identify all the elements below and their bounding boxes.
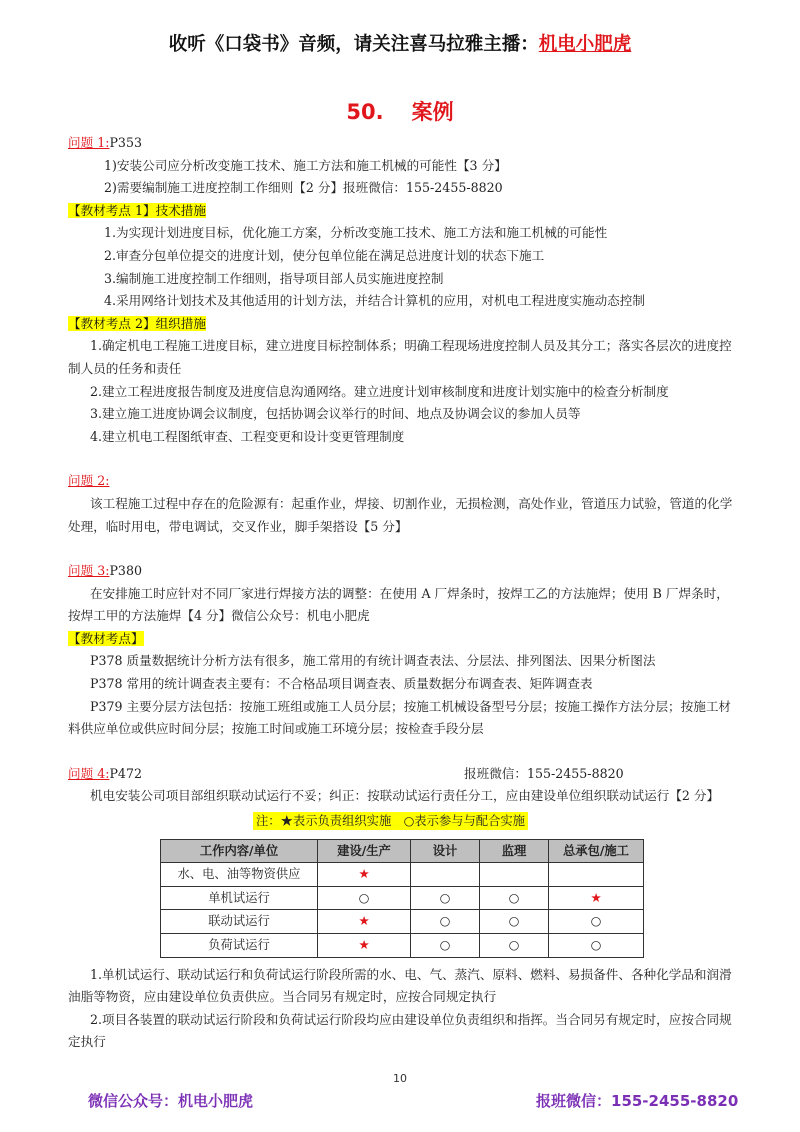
table-note [253, 812, 528, 830]
footer-wechat: 微信公众号：机电小肥虎 [88, 1092, 254, 1110]
q4-label: 问题 4: [68, 765, 110, 781]
kp1-item: 1.为实现计划进度目标，优化施工方案，分析改变施工技术、施工方法和施工机械的可能性 [104, 225, 608, 241]
q1-answer-2: 2)需要编制施工进度控制工作细则【2 分】报班微信：155-2455-8820 [104, 180, 503, 196]
header-text: 收听《口袋书》音频，请关注喜马拉雅主播： [168, 34, 539, 55]
table-cell: ○ [318, 886, 411, 910]
q3-answer: 在安排施工时应针对不同厂家进行焊接方法的调整：在使用 A 厂焊条时，按焊工乙的方法施焊；使用 B 厂焊条时，按焊工甲的方法施焊【4 分】微信公众号：机电小肥虎 [68, 585, 729, 624]
table-cell: ○ [411, 886, 480, 910]
q4-ref: P472 [109, 765, 142, 781]
table-cell: ○ [480, 934, 549, 958]
table-cell [480, 863, 549, 887]
q4-contact: 报班微信：155-2455-8820 [464, 765, 624, 781]
table-cell: ★ [318, 910, 411, 934]
q4-note-1: 1.单机试运行、联动试运行和负荷试运行阶段所需的水、电、气、蒸汽、原料、燃料、易损备件、各种化学品和润滑油脂等物资，应由建设单位负责供应。当合同另有规定时，应按合同规定执行 [68, 966, 732, 1005]
page-number: 10 [393, 1072, 407, 1085]
page-title [0, 96, 800, 126]
header-brand-link[interactable]: 机电小肥虎 [538, 34, 632, 55]
table-row [161, 863, 644, 887]
table-cell [411, 863, 480, 887]
table-header-cell: 总承包/施工 [549, 839, 644, 863]
table-row [161, 910, 644, 934]
table-row [161, 934, 644, 958]
table-cell: ○ [480, 886, 549, 910]
table-cell: ○ [549, 910, 644, 934]
kp2-item: 4.建立机电工程图纸审查、工程变更和设计变更管理制度 [90, 428, 405, 444]
document-body [68, 132, 740, 1054]
table-cell: ○ [411, 910, 480, 934]
table-header-cell: 设计 [411, 839, 480, 863]
table-header-cell: 建设/生产 [318, 839, 411, 863]
kp1-label: 【教材考点 1】技术措施 [68, 202, 206, 218]
table-header-cell: 监理 [480, 839, 549, 863]
q3-ref: P380 [109, 563, 142, 579]
table-cell: 联动试运行 [161, 910, 318, 934]
table-cell: ★ [549, 886, 644, 910]
page-header [0, 30, 800, 56]
q4-note-2: 2.项目各装置的联动试运行阶段和负荷试运行阶段均应由建设单位负责组织和指挥。当合同另有规定时，应按合同规定执行 [68, 1011, 732, 1050]
footer-contact: 报班微信：155-2455-8820 [536, 1092, 739, 1110]
title-text: 案例 [411, 100, 454, 124]
q2-label: 问题 2: [68, 473, 110, 489]
table-row [161, 886, 644, 910]
q3-kp-label: 【教材考点】 [68, 630, 144, 646]
table-cell: 水、电、油等物资供应 [161, 863, 318, 887]
q3-kp-item: P379 主要分层方法包括：按施工班组或施工人员分层；按施工机械设备型号分层；按施工操作方法分层；按施工材料供应单位或供应时间分层；按施工时间或施工环境分层；按检查手段分层 [68, 698, 732, 737]
kp1-item: 2.审查分包单位提交的进度计划，使分包单位能在满足总进度计划的状态下施工 [104, 247, 545, 263]
kp1-item: 4.采用网络计划技术及其他适用的计划方法，并结合计算机的应用，对机电工程进度实施动态控制 [104, 293, 645, 309]
q1-ref: P353 [109, 135, 142, 150]
q4-heading [68, 763, 740, 786]
kp2-item: 2.建立工程进度报告制度及进度信息沟通网络。建立进度计划审核制度和进度计划实施中的检查分析制度 [90, 383, 669, 399]
table-cell: ★ [318, 934, 411, 958]
q1-label: 问题 1: [68, 135, 110, 150]
kp2-item: 3.建立施工进度协调会议制度，包括协调会议举行的时间、地点及协调会议的参加人员等 [90, 406, 581, 422]
table-cell: ○ [411, 934, 480, 958]
q3-heading [68, 560, 740, 583]
table-cell [549, 863, 644, 887]
kp2-label: 【教材考点 2】组织措施 [68, 315, 206, 331]
table-header-cell: 工作内容/单位 [161, 839, 318, 863]
q1-answer-1: 1)安装公司应分析改变施工技术、施工方法和施工机械的可能性【3 分】 [104, 157, 507, 173]
q3-kp-item: P378 质量数据统计分析方法有很多，施工常用的有统计调查表法、分层法、排列图法、因果分析图法 [90, 653, 656, 669]
q1-heading [68, 132, 740, 155]
table-cell: ○ [480, 910, 549, 934]
table-cell: 单机试运行 [161, 886, 318, 910]
table-header-row [161, 839, 644, 863]
title-number: 50. [346, 100, 384, 124]
table-cell: ★ [318, 863, 411, 887]
q3-label: 问题 3: [68, 563, 110, 579]
kp2-item: 1.确定机电工程施工进度目标，建立进度目标控制体系；明确工程现场进度控制人员及其分工；落实各层次的进度控制人员的任务和责任 [68, 338, 732, 376]
responsibility-table [160, 839, 644, 958]
table-cell: 负荷试运行 [161, 934, 318, 958]
table-cell: ○ [549, 934, 644, 958]
kp1-item: 3.编制施工进度控制工作细则，指导项目部人员实施进度控制 [104, 270, 444, 286]
q4-answer: 机电安装公司项目部组织联动试运行不妥；纠正：按联动试运行责任分工，应由建设单位组织联动试运行【2 分】 [90, 788, 720, 804]
table-note-text: 注：★表示负责组织实施 ○表示参与与配合实施 [256, 814, 525, 829]
q3-kp-item: P378 常用的统计调查表主要有：不合格品项目调查表、质量数据分布调查表、矩阵调查表 [90, 676, 593, 692]
q2-answer: 该工程施工过程中存在的危险源有：起重作业，焊接、切割作业，无损检测，高处作业，管道压力试验，管道的化学处理，临时用电，带电调试，交叉作业，脚手架搭设【5 分】 [68, 495, 733, 534]
